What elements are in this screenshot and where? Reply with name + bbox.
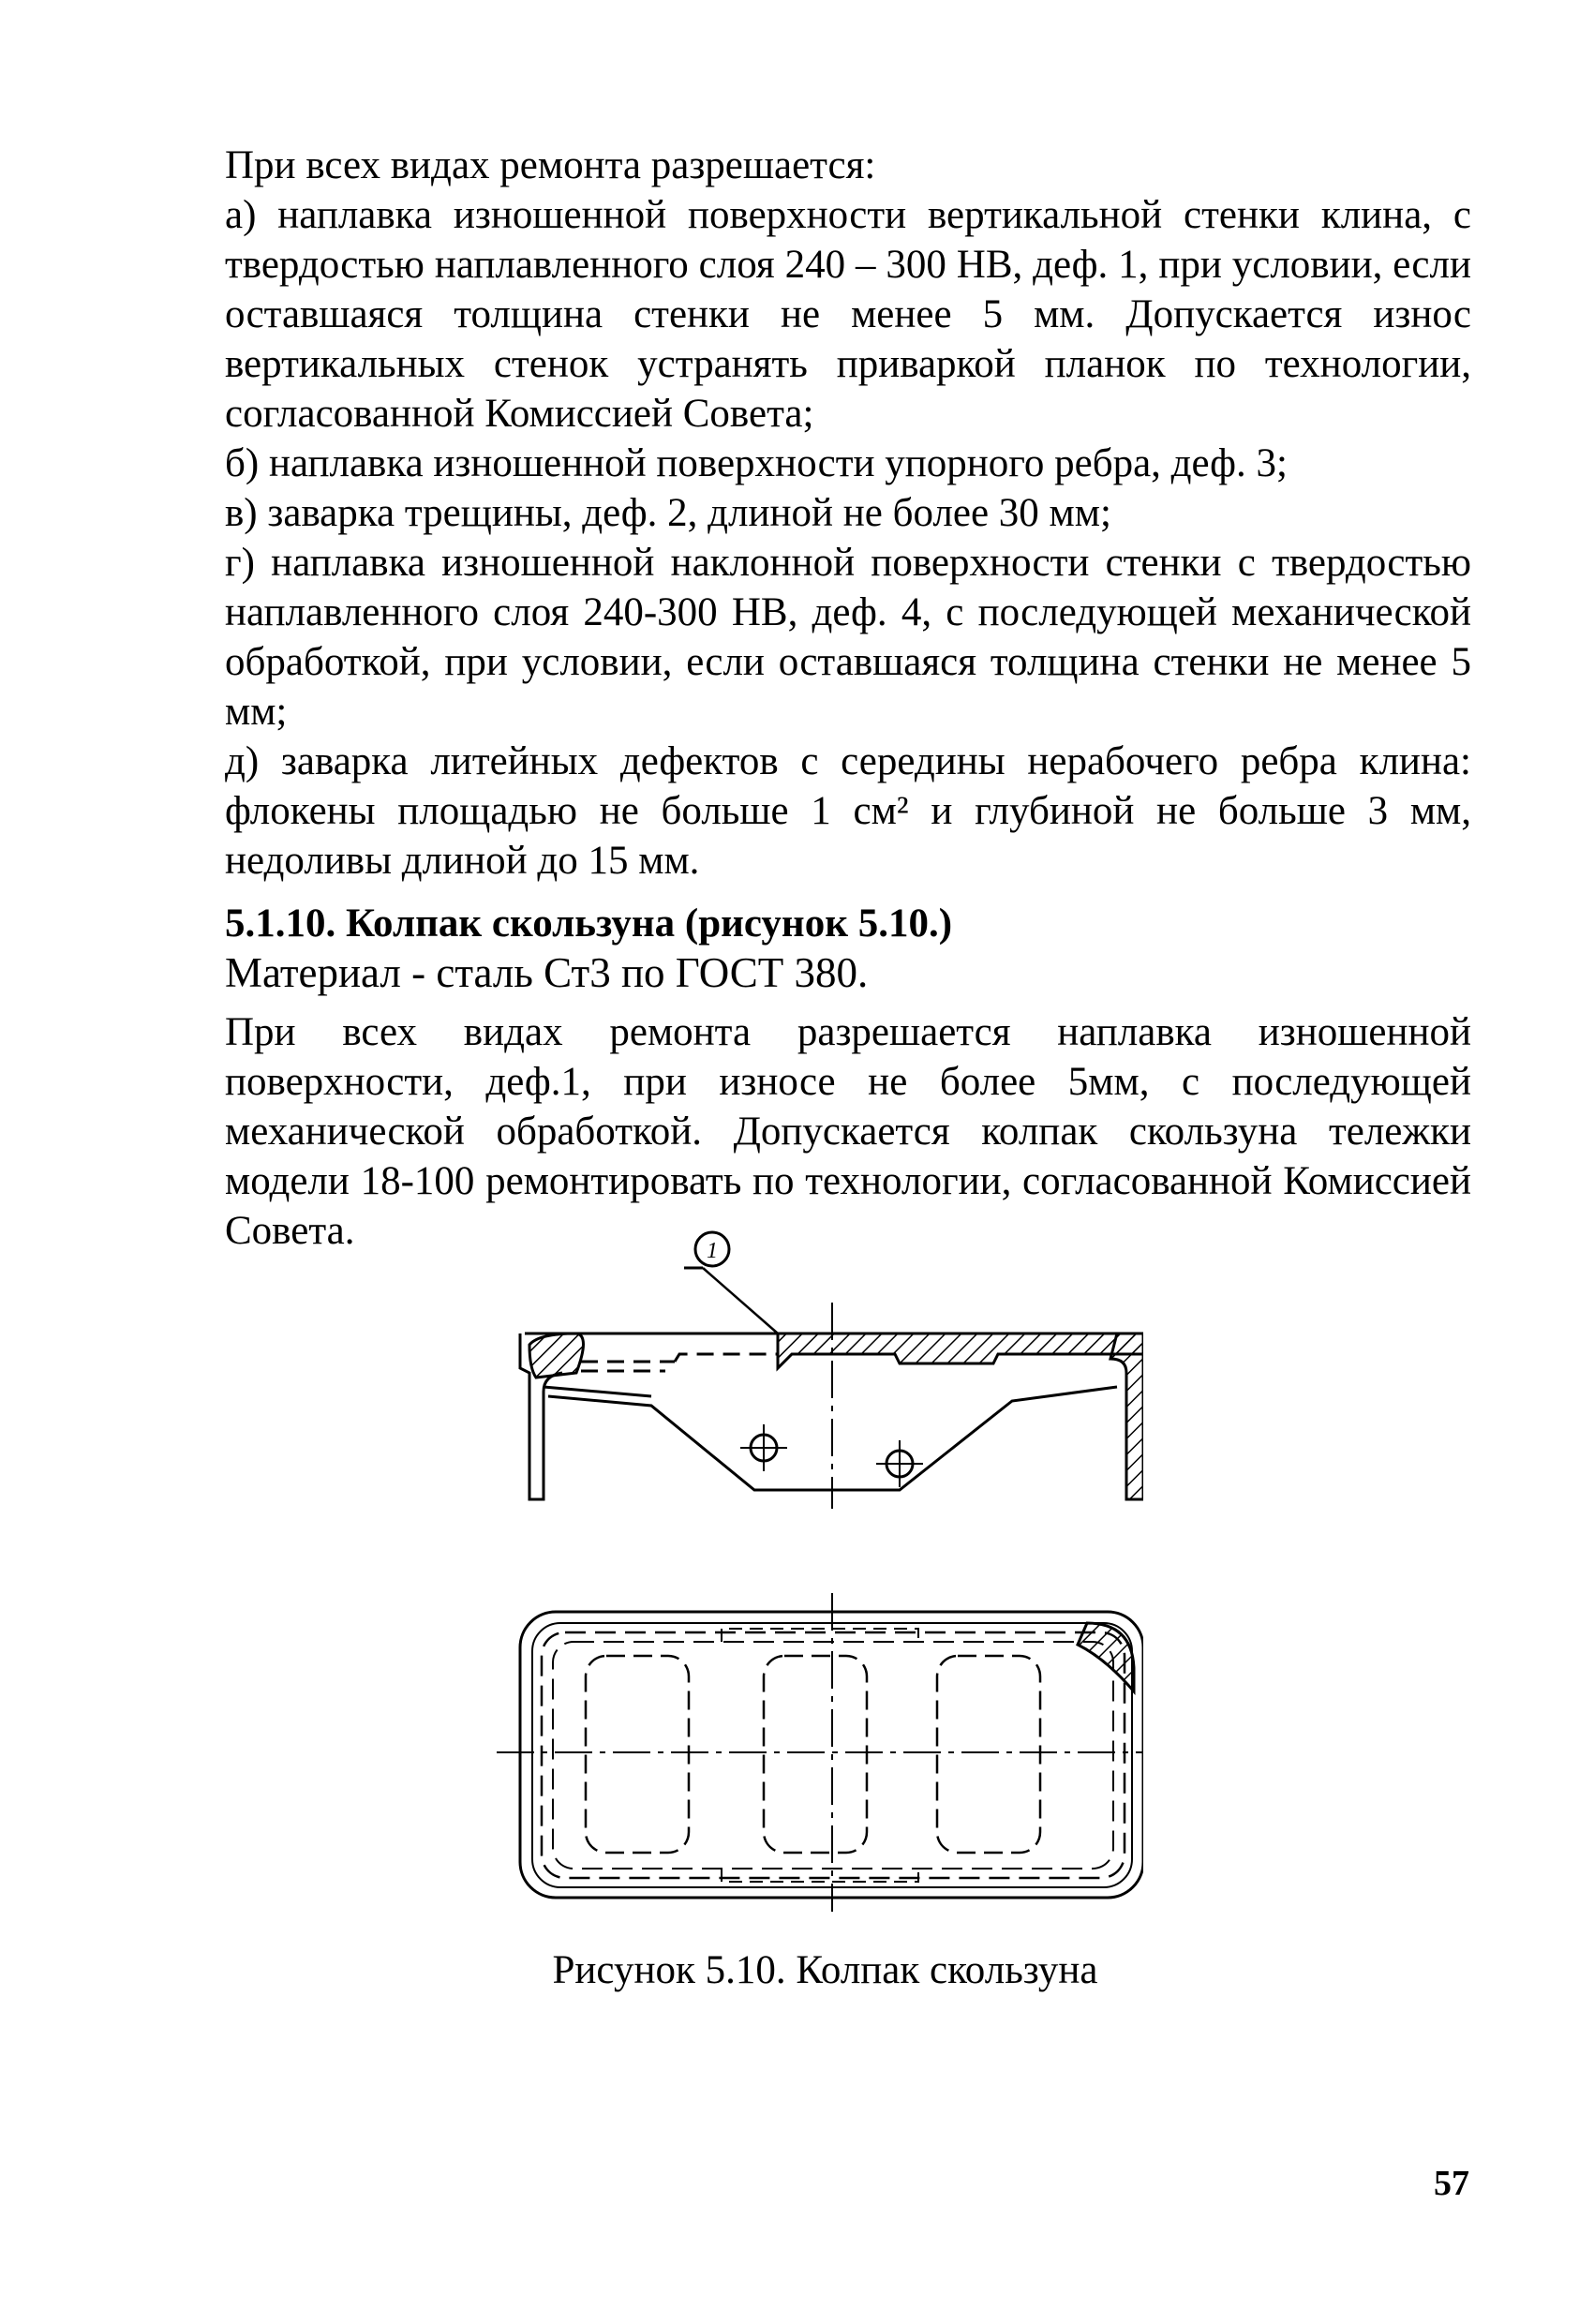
- section-title: 5.1.10. Колпак скользуна (рисунок 5.10.): [225, 901, 953, 946]
- side-section-view: [520, 1232, 1143, 1509]
- defect-callout: [684, 1232, 778, 1333]
- page-number: 57: [1434, 2164, 1469, 2203]
- list-item-e: д) заварка литейных дефектов с середины нерабочего ребра клина: флокены площадью не больше 1 см² и глубиной не больше 3 мм, недоливы длиной до 15 мм.: [225, 739, 1471, 883]
- slider-cap-drawing: [487, 1218, 1143, 1921]
- intro-paragraph: При всех видах ремонта разрешается:: [225, 143, 876, 187]
- list-item-a: а) наплавка изношенной поверхности вертикальной стенки клина, с твердостью наплавленного слоя 240 – 300 НВ, деф. 1, при условии, если оставшаяся толщина стенки не менее 5 мм. Допускается износ вертикальных стенок устранять приваркой планок по технологии, согласованной Комиссией Совета;: [225, 193, 1471, 436]
- material-line: Материал - сталь Ст3 по ГОСТ 380.: [225, 949, 869, 996]
- repair-paragraph: При всех видах ремонта разрешается наплавка изношенной поверхности, деф.1, при износе не более 5мм, с последующей механической обработкой. Допускается колпак скользуна тележки модели 18-100 ремонтировать по технологии, согласованной Комиссией Совета.: [225, 1010, 1471, 1253]
- plan-view: [497, 1593, 1143, 1912]
- list-item-d: г) наплавка изношенной наклонной поверхности стенки с твердостью наплавленного слоя 240-300 НВ, деф. 4, с последующей механической обработкой, при условии, если оставшаяся толщина стенки не менее 5 мм;: [225, 541, 1471, 734]
- list-item-c: в) заварка трещины, деф. 2, длиной не более 30 мм;: [225, 491, 1111, 535]
- figure-caption: Рисунок 5.10. Колпак скользуна: [552, 1948, 1098, 1992]
- list-item-b: б) наплавка изношенной поверхности упорного ребра, деф. 3;: [225, 441, 1288, 485]
- callout-number: 1: [707, 1239, 718, 1263]
- body-text: [225, 141, 1471, 1256]
